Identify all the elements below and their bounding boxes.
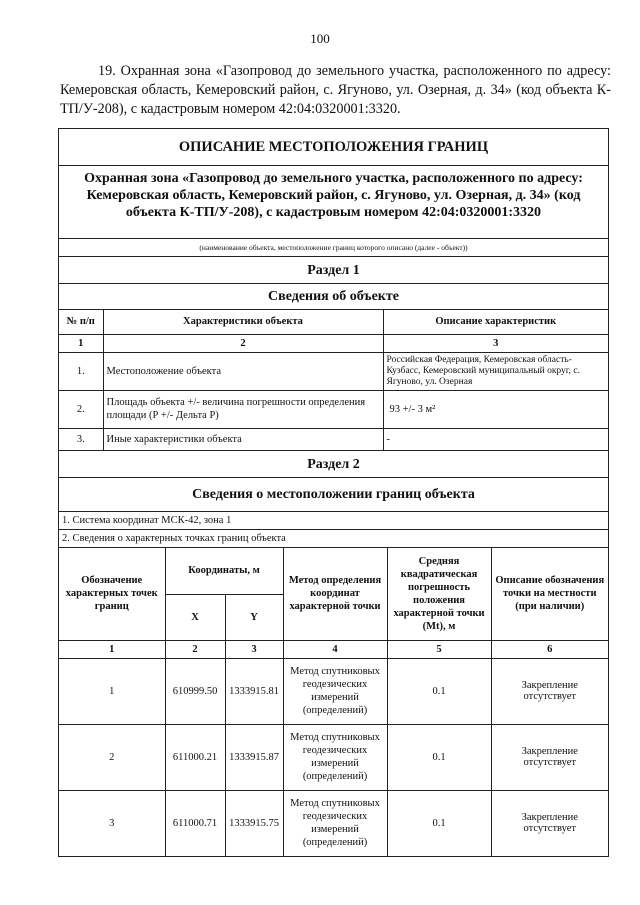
row-name: Площадь объекта +/- величина погрешности определения площади (Р +/- Дельта Р): [103, 390, 383, 428]
header-coordinates: Координаты, м: [165, 548, 283, 594]
header-characteristic: Характеристики объекта: [103, 310, 383, 334]
row-value: Российская Федерация, Кемеровская область-Кузбасс, Кемеровский муниципальный округ, с. Ягуново, ул. Озерная: [383, 352, 608, 390]
point-x: 611000.71: [165, 790, 225, 856]
header-y: Y: [225, 594, 283, 640]
header-designation: Обозначение характерных точек границ: [59, 548, 165, 640]
table-row: [59, 352, 608, 390]
point-id: 3: [59, 790, 165, 856]
point-description: Закрепление отсутствует: [491, 658, 608, 724]
point-description: Закрепление отсутствует: [491, 790, 608, 856]
point-id: 1: [59, 658, 165, 724]
point-accuracy: 0.1: [387, 724, 491, 790]
header-accuracy: Средняя квадратическая погрешность положения характерной точки (Mt), м: [387, 548, 491, 640]
header-description: Описание характеристик: [383, 310, 608, 334]
point-accuracy: 0.1: [387, 658, 491, 724]
boundary-description-form: [58, 128, 609, 857]
row-name: Иные характеристики объекта: [103, 428, 383, 450]
points-caption: 2. Сведения о характерных точках границ объекта: [59, 530, 608, 548]
header-method: Метод определения координат характерной точки: [283, 548, 387, 640]
colnum-4: 4: [283, 640, 387, 658]
table-row: [59, 790, 608, 856]
row-num: 3.: [59, 428, 103, 450]
point-method: Метод спутниковых геодезических измерений (определений): [283, 790, 387, 856]
point-id: 2: [59, 724, 165, 790]
point-y: 1333915.87: [225, 724, 283, 790]
point-x: 610999.50: [165, 658, 225, 724]
point-x: 611000.21: [165, 724, 225, 790]
header-num: № п/п: [59, 310, 103, 334]
row-name: Местоположение объекта: [103, 352, 383, 390]
colnum-6: 6: [491, 640, 608, 658]
point-y: 1333915.75: [225, 790, 283, 856]
point-description: Закрепление отсутствует: [491, 724, 608, 790]
zone-caption: (наименование объекта, местоположение границ которого описано (далее - объект)): [59, 239, 608, 257]
row-num: 1.: [59, 352, 103, 390]
row-value: -: [383, 428, 608, 450]
colnum-3: 3: [383, 334, 608, 352]
row-value: 93 +/- 3 м²: [383, 390, 608, 428]
point-y: 1333915.81: [225, 658, 283, 724]
table-row: [59, 428, 608, 450]
intro-paragraph: 19. Охранная зона «Газопровод до земельного участка, расположенного по адресу: Кемеровская область, Кемеровский район, с. Ягуново, ул. Озерная, д. 34» (код объекта К-ТП/У-208), с кадастровым номером 42:04:0320001:3320.: [60, 63, 611, 117]
table-row: [59, 390, 608, 428]
row-num: 2.: [59, 390, 103, 428]
colnum-1: 1: [59, 334, 103, 352]
colnum-2: 2: [165, 640, 225, 658]
colnum-3: 3: [225, 640, 283, 658]
table-row: [59, 724, 608, 790]
form-title: ОПИСАНИЕ МЕСТОПОЛОЖЕНИЯ ГРАНИЦ: [59, 129, 608, 166]
colnum-2: 2: [103, 334, 383, 352]
zone-title: Охранная зона «Газопровод до земельного участка, расположенного по адресу: Кемеровская область, Кемеровский район, с. Ягуново, ул. Озерная, д. 34» (код объекта К-ТП/У-208), с кадастровым номером 42:04:0320001:3320: [59, 166, 608, 239]
header-x: X: [165, 594, 225, 640]
table-row: [59, 658, 608, 724]
colnum-5: 5: [387, 640, 491, 658]
section1-subtitle: Сведения об объекте: [59, 284, 608, 310]
coordinate-system: 1. Система координат МСК-42, зона 1: [59, 512, 608, 530]
points-table: [59, 548, 608, 856]
point-accuracy: 0.1: [387, 790, 491, 856]
point-method: Метод спутниковых геодезических измерений (определений): [283, 724, 387, 790]
page-number: 100: [310, 31, 330, 46]
point-method: Метод спутниковых геодезических измерений (определений): [283, 658, 387, 724]
section2-subtitle: Сведения о местоположении границ объекта: [59, 478, 608, 512]
colnum-1: 1: [59, 640, 165, 658]
object-info-table: [59, 310, 608, 451]
section1-title: Раздел 1: [59, 257, 608, 284]
section2-title: Раздел 2: [59, 451, 608, 478]
header-point-description: Описание обозначения точки на местности (при наличии): [491, 548, 608, 640]
